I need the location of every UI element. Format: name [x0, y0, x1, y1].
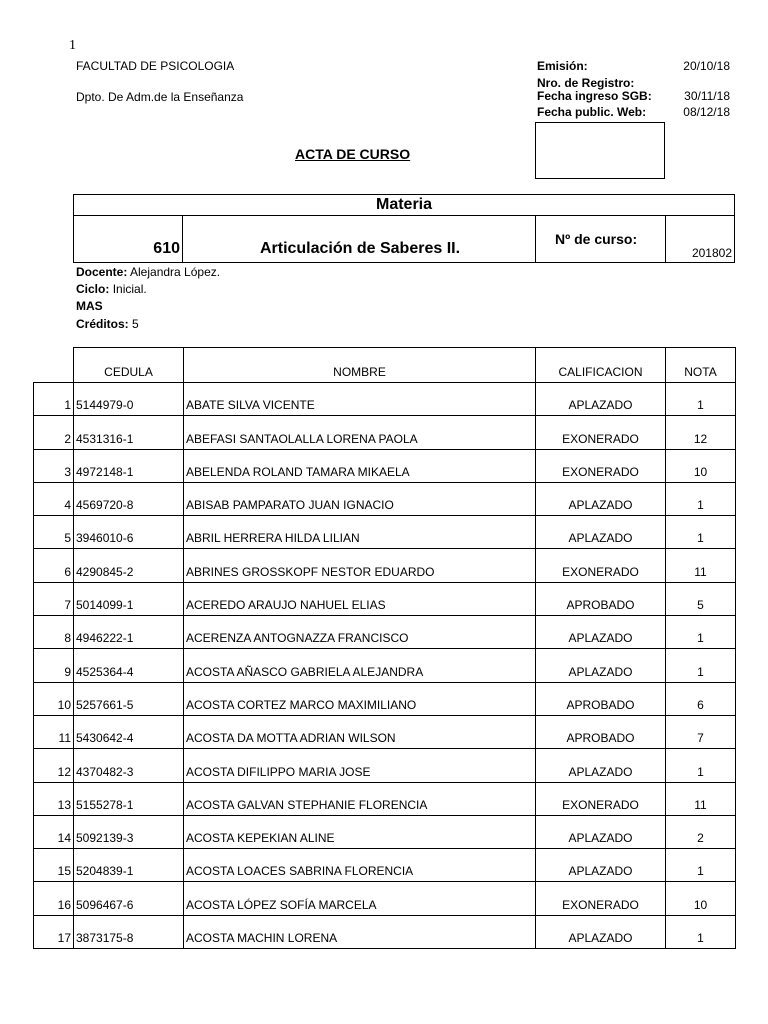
table-row	[34, 815, 736, 848]
calificacion-cell: APLAZADO	[536, 616, 666, 649]
calificacion-cell: APROBADO	[536, 682, 666, 715]
header-cedula: CEDULA	[74, 348, 184, 383]
header-nombre: NOMBRE	[184, 348, 536, 383]
nota-cell: 10	[666, 882, 736, 915]
cedula-cell: 4525364-4	[74, 649, 184, 682]
nombre-cell: ACEREDO ARAUJO NAHUEL ELIAS	[184, 582, 536, 615]
materia-name: Articulación de Saberes II.	[259, 240, 461, 257]
row-number: 16	[34, 882, 74, 915]
ciclo-value: Inicial.	[112, 282, 147, 296]
faculty-name: FACULTAD DE PSICOLOGIA	[76, 59, 235, 73]
row-number: 1	[34, 383, 74, 416]
nombre-cell: ACOSTA DA MOTTA ADRIAN WILSON	[184, 715, 536, 748]
calificacion-cell: APLAZADO	[536, 649, 666, 682]
cedula-cell: 4972148-1	[74, 449, 184, 482]
cedula-cell: 3873175-8	[74, 915, 184, 948]
nombre-cell: ABEFASI SANTAOLALLA LORENA PAOLA	[184, 416, 536, 449]
table-row	[34, 616, 736, 649]
row-number: 9	[34, 649, 74, 682]
nombre-cell: ACERENZA ANTOGNAZZA FRANCISCO	[184, 616, 536, 649]
table-row	[34, 516, 736, 549]
document-title: ACTA DE CURSO	[295, 146, 411, 162]
department-name: Dpto. De Adm.de la Enseñanza	[76, 90, 244, 104]
table-row	[34, 782, 736, 815]
materia-divider	[535, 216, 536, 263]
grades-body	[34, 383, 736, 949]
table-row	[34, 715, 736, 748]
nota-cell: 1	[666, 915, 736, 948]
cedula-cell: 5155278-1	[74, 782, 184, 815]
cedula-cell: 4946222-1	[74, 616, 184, 649]
nota-cell: 6	[666, 682, 736, 715]
calificacion-cell: EXONERADO	[536, 782, 666, 815]
nombre-cell: ABRIL HERRERA HILDA LILIAN	[184, 516, 536, 549]
nota-cell: 7	[666, 715, 736, 748]
table-row	[34, 849, 736, 882]
table-row	[34, 649, 736, 682]
row-number: 2	[34, 416, 74, 449]
ingreso-label: Fecha ingreso SGB:	[537, 89, 652, 103]
public-value: 08/12/18	[683, 105, 730, 119]
row-number: 17	[34, 915, 74, 948]
nombre-cell: ACOSTA GALVAN STEPHANIE FLORENCIA	[184, 782, 536, 815]
mas-label: MAS	[76, 299, 103, 313]
nombre-cell: ACOSTA LOACES SABRINA FLORENCIA	[184, 849, 536, 882]
nombre-cell: ACOSTA KEPEKIAN ALINE	[184, 815, 536, 848]
course-number-value: 201802	[691, 246, 732, 260]
row-number: 6	[34, 549, 74, 582]
row-number: 4	[34, 482, 74, 515]
creditos-value: 5	[132, 317, 139, 331]
public-label: Fecha public. Web:	[537, 105, 647, 119]
nombre-cell: ACOSTA MACHIN LORENA	[184, 915, 536, 948]
table-row	[34, 882, 736, 915]
docente-line	[76, 265, 220, 279]
row-number: 3	[34, 449, 74, 482]
calificacion-cell: APLAZADO	[536, 749, 666, 782]
row-number: 8	[34, 616, 74, 649]
nombre-cell: ABELENDA ROLAND TAMARA MIKAELA	[184, 449, 536, 482]
calificacion-cell: APLAZADO	[536, 849, 666, 882]
stamp-box	[535, 122, 665, 179]
nota-cell: 2	[666, 815, 736, 848]
calificacion-cell: APLAZADO	[536, 383, 666, 416]
cedula-cell: 4531316-1	[74, 416, 184, 449]
cedula-cell: 5430642-4	[74, 715, 184, 748]
cedula-cell: 5014099-1	[74, 582, 184, 615]
row-number: 13	[34, 782, 74, 815]
nombre-cell: ACOSTA CORTEZ MARCO MAXIMILIANO	[184, 682, 536, 715]
cedula-cell: 5257661-5	[74, 682, 184, 715]
nota-cell: 1	[666, 649, 736, 682]
grades-table	[33, 347, 736, 949]
creditos-line	[76, 317, 139, 331]
ciclo-label: Ciclo:	[76, 282, 110, 296]
docente-label: Docente:	[76, 265, 128, 279]
table-row	[34, 482, 736, 515]
calificacion-cell: APROBADO	[536, 582, 666, 615]
row-number: 12	[34, 749, 74, 782]
cedula-cell: 4569720-8	[74, 482, 184, 515]
cedula-cell: 4290845-2	[74, 549, 184, 582]
nombre-cell: ACOSTA AÑASCO GABRIELA ALEJANDRA	[184, 649, 536, 682]
calificacion-cell: APLAZADO	[536, 516, 666, 549]
calificacion-cell: EXONERADO	[536, 549, 666, 582]
nota-cell: 1	[666, 516, 736, 549]
table-row	[34, 449, 736, 482]
nota-cell: 5	[666, 582, 736, 615]
table-row	[34, 582, 736, 615]
calificacion-cell: EXONERADO	[536, 416, 666, 449]
nota-cell: 11	[666, 549, 736, 582]
emision-value: 20/10/18	[683, 59, 730, 73]
table-row	[34, 549, 736, 582]
docente-value: Alejandra López.	[130, 265, 221, 279]
cedula-cell: 5096467-6	[74, 882, 184, 915]
nota-cell: 11	[666, 782, 736, 815]
row-number: 15	[34, 849, 74, 882]
course-number-label: Nº de curso:	[555, 231, 638, 247]
row-number: 10	[34, 682, 74, 715]
nombre-cell: ACOSTA LÓPEZ SOFÍA MARCELA	[184, 882, 536, 915]
nota-cell: 1	[666, 383, 736, 416]
materia-code: 610	[153, 240, 180, 257]
header-nota: NOTA	[666, 348, 736, 383]
nombre-cell: ABISAB PAMPARATO JUAN IGNACIO	[184, 482, 536, 515]
row-number: 7	[34, 582, 74, 615]
table-header-row	[34, 348, 736, 383]
nombre-cell: ACOSTA DIFILIPPO MARIA JOSE	[184, 749, 536, 782]
calificacion-cell: EXONERADO	[536, 449, 666, 482]
nota-cell: 12	[666, 416, 736, 449]
calificacion-cell: APLAZADO	[536, 815, 666, 848]
cedula-cell: 5144979-0	[74, 383, 184, 416]
cedula-cell: 4370482-3	[74, 749, 184, 782]
header-blank	[34, 348, 74, 383]
ingreso-value: 30/11/18	[684, 89, 730, 103]
cedula-cell: 5204839-1	[74, 849, 184, 882]
row-number: 11	[34, 715, 74, 748]
nota-cell: 10	[666, 449, 736, 482]
nota-cell: 1	[666, 616, 736, 649]
row-number: 5	[34, 516, 74, 549]
ciclo-line	[76, 282, 147, 296]
row-number: 14	[34, 815, 74, 848]
nota-cell: 1	[666, 849, 736, 882]
nombre-cell: ABATE SILVA VICENTE	[184, 383, 536, 416]
table-row	[34, 749, 736, 782]
calificacion-cell: APROBADO	[536, 715, 666, 748]
table-row	[34, 915, 736, 948]
materia-divider	[182, 216, 183, 263]
emision-label: Emisión:	[537, 59, 588, 73]
calificacion-cell: APLAZADO	[536, 482, 666, 515]
calificacion-cell: EXONERADO	[536, 882, 666, 915]
page-number: 1	[69, 38, 76, 53]
nombre-cell: ABRINES GROSSKOPF NESTOR EDUARDO	[184, 549, 536, 582]
calificacion-cell: APLAZADO	[536, 915, 666, 948]
table-row	[34, 416, 736, 449]
table-row	[34, 682, 736, 715]
cedula-cell: 5092139-3	[74, 815, 184, 848]
creditos-label: Créditos:	[76, 317, 129, 331]
cedula-cell: 3946010-6	[74, 516, 184, 549]
nota-cell: 1	[666, 749, 736, 782]
materia-heading: Materia	[73, 194, 735, 216]
registro-label: Nro. de Registro:	[537, 76, 635, 90]
nota-cell: 1	[666, 482, 736, 515]
table-row	[34, 383, 736, 416]
header-calificacion: CALIFICACION	[536, 348, 666, 383]
